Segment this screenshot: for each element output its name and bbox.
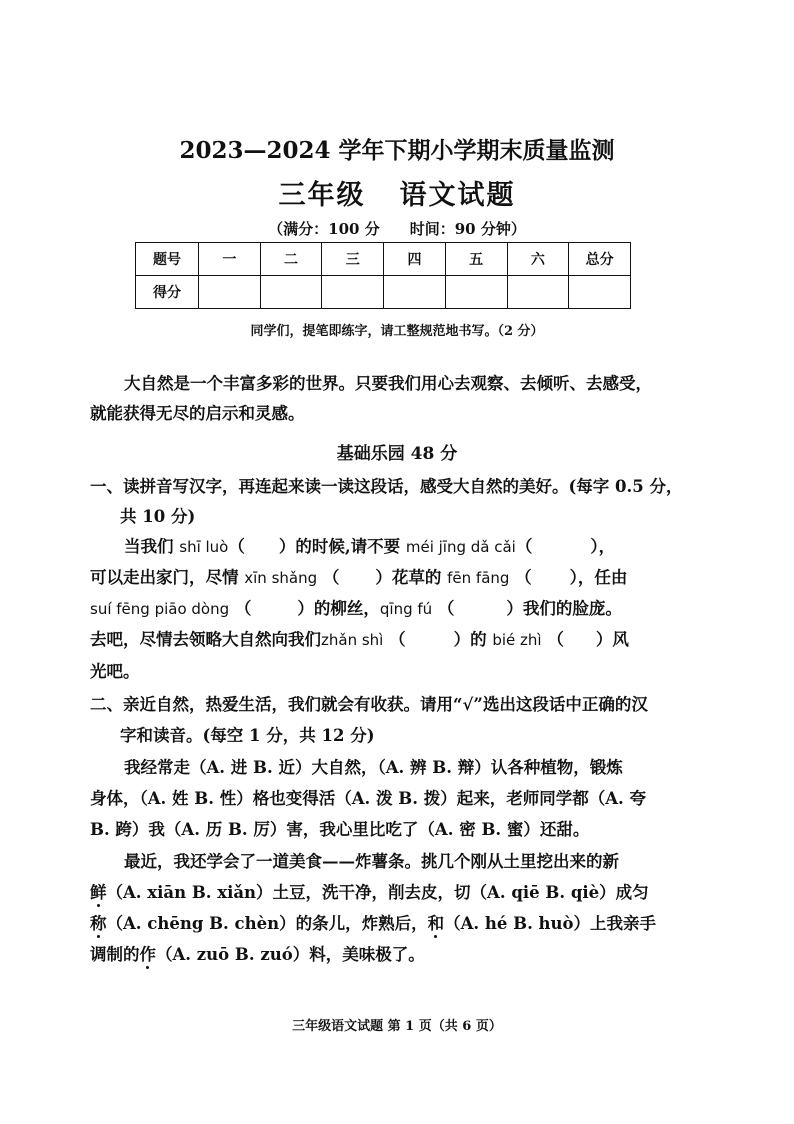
- table-row: [136, 243, 631, 276]
- table-row: [136, 276, 631, 309]
- grade-label: 三年级: [278, 180, 366, 211]
- section-title: 基础乐园 48 分: [336, 444, 458, 464]
- column-header: 一: [199, 243, 261, 276]
- score-cell[interactable]: [260, 276, 322, 309]
- q2-para2-line-1: 最近，我还学会了一道美食——炸薯条。挑几个刚从土里挖出来的新: [124, 852, 619, 871]
- score-table: [135, 242, 631, 309]
- q2-para1-line-2: 身体，（A. 姓 B. 性）格也变得活（A. 泼 B. 拨）起来，老师同学都（A. 夸: [90, 789, 646, 808]
- intro-line-2: 就能获得无尽的启示和灵感。: [90, 404, 305, 423]
- q1-line-1: 当我们 shī luò（ ）的时候,请不要 méi jīng dǎ cǎi（ ），: [124, 537, 616, 556]
- score-cell[interactable]: [322, 276, 384, 309]
- q2-para1-line-1: 我经常走（A. 进 B. 近）大自然，（A. 辨 B. 辩）认各种植物，锻炼: [124, 758, 623, 777]
- intro-line-1: 大自然是一个丰富多彩的世界。只要我们用心去观察、去倾听、去感受，: [124, 374, 652, 393]
- exam-info: [0, 218, 794, 239]
- q2-para2-line-2: 鲜（A. xiān B. xiǎn）土豆，洗干净，削去皮，切（A. qiē B. qiè）成匀: [90, 883, 649, 902]
- column-header: 三: [322, 243, 384, 276]
- score-cell[interactable]: [507, 276, 569, 309]
- q2-para2-line-3: 称（A. chēng B. chèn）的条儿，炸熟后，和（A. hé B. huò）上我亲手: [90, 914, 657, 933]
- subject-label: 语文试题: [399, 180, 516, 211]
- target-char: 作: [139, 945, 156, 964]
- row-label-score: 得分: [136, 276, 199, 309]
- target-char: 和: [427, 914, 445, 933]
- q1-stem-line-1: 一、读拼音写汉字，再连起来读一读这段话，感受大自然的美好。(每字 0.5 分，: [90, 477, 683, 496]
- target-char: 称: [90, 914, 107, 933]
- target-char: 鲜: [90, 883, 107, 902]
- q1-line-4: 去吧，尽情去领略大自然向我们zhǎn shì （ ）的 bié zhì （ ）风: [90, 630, 629, 649]
- exam-title: 2023—2024 学年下期小学期末质量监测: [179, 137, 615, 164]
- q2-para2-line-4: 调制的作（A. zuō B. zuó）料，美味极了。: [90, 945, 425, 964]
- q2-stem-line-1: 二、亲近自然，热爱生活，我们就会有收获。请用“√”选出这段话中正确的汉: [90, 695, 648, 714]
- page-footer: 三年级语文试题 第 1 页（共 6 页）: [292, 1019, 502, 1034]
- column-header: 五: [445, 243, 507, 276]
- q1-stem-line-2: 共 10 分): [120, 507, 196, 526]
- q1-line-3: suí fēng piāo dòng （ ）的柳丝，qīng fú （ ）我们的脸庞。: [90, 599, 622, 618]
- score-cell[interactable]: [445, 276, 507, 309]
- q1-line-5: 光吧。: [90, 662, 140, 681]
- column-header: 二: [260, 243, 322, 276]
- score-cell[interactable]: [199, 276, 261, 309]
- q2-stem-line-2: 字和读音。(每空 1 分，共 12 分): [120, 726, 375, 745]
- score-cell[interactable]: [569, 276, 631, 309]
- time-limit: 时间：90 分钟）: [409, 220, 526, 238]
- full-score: （满分：100 分: [268, 220, 380, 238]
- handwriting-note: 同学们，提笔即练字，请工整规范地书写。（2 分）: [250, 324, 544, 339]
- q1-line-2: 可以走出家门，尽情 xīn shǎng （ ）花草的 fēn fāng （ ），任由: [90, 568, 628, 587]
- column-header: 六: [507, 243, 569, 276]
- column-header: 四: [384, 243, 446, 276]
- exam-subtitle: [0, 173, 794, 212]
- score-cell[interactable]: [384, 276, 446, 309]
- row-label-question-no: 题号: [136, 243, 199, 276]
- column-header: 总分: [569, 243, 631, 276]
- q2-para1-line-3: B. 跨）我（A. 历 B. 厉）害，我心里比吃了（A. 密 B. 蜜）还甜。: [90, 820, 590, 839]
